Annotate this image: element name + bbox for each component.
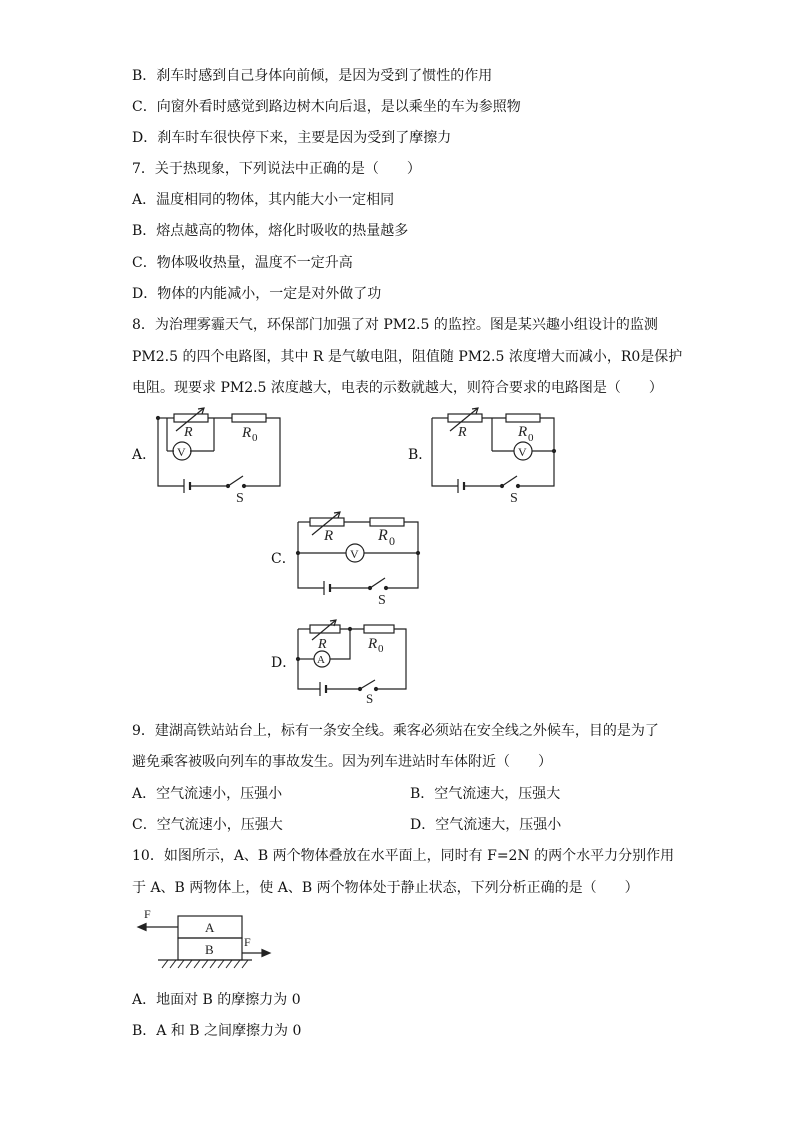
- circuit-c-r0-label: R: [378, 527, 388, 544]
- circuit-c-switch-label: S: [378, 593, 386, 608]
- circuit-b-switch-label: S: [510, 491, 518, 506]
- q10-stem-line1: 10．如图所示，A、B 两个物体叠放在水平面上，同时有 F=2N 的两个水平力分别作用: [132, 848, 675, 864]
- circuit-d-switch-label: S: [366, 691, 374, 706]
- prev-option-d: D．刹车时车很快停下来，主要是因为受到了摩擦力: [132, 130, 452, 146]
- circuit-d-r-label: R: [318, 637, 327, 652]
- q8-fig-a-label: A．: [132, 447, 157, 463]
- q9-option-d: D．空气流速大，压强小: [410, 817, 562, 833]
- circuit-diagram-d: [290, 618, 420, 706]
- circuit-b-r0-subscript: 0: [528, 432, 534, 444]
- q7-option-b: B．熔点越高的物体，熔化时吸收的热量越多: [132, 223, 409, 239]
- prev-option-b: B．刹车时感到自己身体向前倾，是因为受到了惯性的作用: [132, 68, 493, 84]
- q10-option-b: B．A 和 B 之间摩擦力为 0: [132, 1023, 302, 1039]
- circuit-a-r-label: R: [184, 425, 193, 440]
- q8-fig-d-label: D．: [271, 655, 297, 671]
- q8-fig-c-label: C．: [271, 551, 296, 567]
- circuit-diagram-a: [150, 405, 290, 506]
- q7-stem: 7．关于热现象，下列说法中正确的是（ ）: [132, 161, 421, 177]
- circuit-a-voltmeter-label: V: [177, 445, 186, 459]
- block-a-label: A: [205, 920, 215, 935]
- circuit-d-r0-label: R: [368, 636, 378, 652]
- circuit-d-r0-subscript: 0: [378, 643, 384, 655]
- q10-stem-line2: 于 A、B 两物体上，使 A、B 两个物体处于静止状态，下列分析正确的是（ ）: [132, 880, 639, 896]
- q8-stem-line2: PM2.5 的四个电路图，其中 R 是气敏电阻，阻值随 PM2.5 浓度增大而减小，R0是保护: [132, 349, 683, 365]
- q8-stem-line3: 电阻。现要求 PM2.5 浓度越大，电表的示数就越大，则符合要求的电路图是（ ）: [132, 380, 663, 396]
- circuit-d-ammeter-label: A: [317, 654, 325, 666]
- blocks-force-diagram: [130, 904, 280, 984]
- q8-fig-b-label: B．: [408, 447, 433, 463]
- circuit-c-voltmeter-label: V: [350, 547, 359, 561]
- prev-option-c: C．向窗外看时感觉到路边树木向后退，是以乘坐的车为参照物: [132, 99, 521, 115]
- circuit-c-r-label: R: [324, 528, 334, 544]
- q9-option-b: B．空气流速大，压强大: [410, 786, 561, 802]
- q10-option-a: A．地面对 B 的摩擦力为 0: [132, 992, 301, 1008]
- q9-option-c: C．空气流速小，压强大: [132, 817, 283, 833]
- circuit-b-r0-label: R: [518, 424, 528, 440]
- circuit-diagram-b: [424, 405, 564, 506]
- circuit-c-r0-subscript: 0: [389, 534, 395, 548]
- q8-stem-line1: 8．为治理雾霾天气，环保部门加强了对 PM2.5 的监控。图是某兴趣小组设计的监测: [132, 317, 658, 333]
- q9-stem-line2: 避免乘客被吸向列车的事故发生。因为列车进站时车体附近（ ）: [132, 754, 552, 770]
- force-left-label: F: [144, 907, 151, 921]
- block-b-label: B: [205, 942, 214, 957]
- circuit-a-r0-subscript: 0: [252, 432, 258, 444]
- q7-option-a: A．温度相同的物体，其内能大小一定相同: [132, 192, 395, 208]
- force-right-label: F: [244, 935, 251, 949]
- circuit-a-switch-label: S: [236, 491, 244, 506]
- q7-option-c: C．物体吸收热量，温度不一定升高: [132, 255, 353, 271]
- q9-option-a: A．空气流速小，压强小: [132, 786, 283, 802]
- circuit-b-voltmeter-label: V: [518, 445, 527, 459]
- circuit-a-r0-label: R: [242, 425, 252, 441]
- circuit-diagram-c: [290, 510, 430, 606]
- q9-stem-line1: 9．建湖高铁站站台上，标有一条安全线。乘客必须站在安全线之外候车，目的是为了: [132, 723, 659, 739]
- circuit-b-r-label: R: [458, 425, 467, 440]
- q7-option-d: D．物体的内能减小，一定是对外做了功: [132, 286, 382, 302]
